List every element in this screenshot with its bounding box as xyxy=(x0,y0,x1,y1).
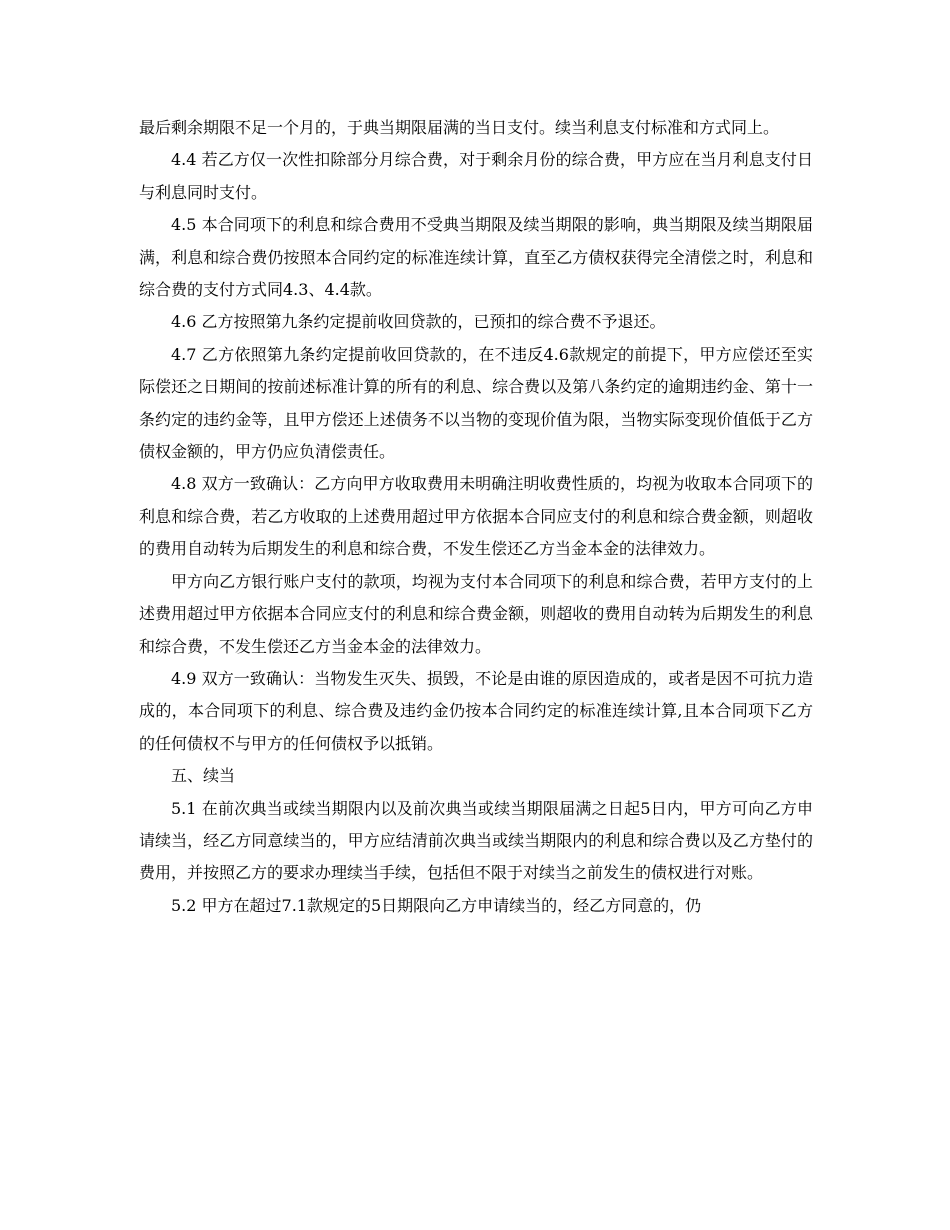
paragraph-continuation: 最后剩余期限不足一个月的，于典当期限届满的当日支付。续当利息支付标准和方式同上。 xyxy=(139,118,780,137)
paragraph-4-4: 4.4 若乙方仅一次性扣除部分月综合费，对于剩余月份的综合费，甲方应在当月利息支付日与利息同时支付。 xyxy=(139,150,813,202)
section-heading-renewal: 五、续当 xyxy=(171,766,236,786)
paragraph-4-7: 4.7 乙方依照第九条约定提前收回贷款的，在不违反4.6款规定的前提下，甲方应偿还至实际偿还之日期间的按前述标准计算的所有的利息、综合费以及第八条约定的逾期违约金、第十一条约定的违约金等，且甲方偿还上述债务不以当物的变现价值为限，当物实际变现价值低于乙方债权金额的，甲方仍应负清偿责任。 xyxy=(139,344,813,462)
paragraph-4-8-continued: 甲方向乙方银行账户支付的款项，均视为支付本合同项下的利息和综合费，若甲方支付的上述费用超过甲方依据本合同应支付的利息和综合费金额，则超收的费用自动转为后期发生的利息和综合费，不发生偿还乙方当金本金的法律效力。 xyxy=(139,571,813,656)
paragraph-4-6: 4.6 乙方按照第九条约定提前收回贷款的，已预扣的综合费不予退还。 xyxy=(171,312,666,332)
paragraph-5-1: 5.1 在前次典当或续当期限内以及前次典当或续当期限届满之日起5日内，甲方可向乙方申请续当，经乙方同意续当的，甲方应结清前次典当或续当期限内的利息和综合费以及乙方垫付的费用，并按照乙方的要求办理续当手续，包括但不限于对续当之前发生的债权进行对账。 xyxy=(139,798,813,883)
paragraph-5-2: 5.2 甲方在超过7.1款规定的5日期限向乙方申请续当的，经乙方同意的，仍 xyxy=(171,895,702,915)
paragraph-4-5: 4.5 本合同项下的利息和综合费用不受典当期限及续当期限的影响，典当期限及续当期限届满，利息和综合费仍按照本合同约定的标准连续计算，直至乙方债权获得完全清偿之时，利息和综合费的支付方式同4.3、4.4款。 xyxy=(139,215,813,300)
paragraph-4-9: 4.9 双方一致确认：当物发生灭失、损毁，不论是由谁的原因造成的，或者是因不可抗力造成的，本合同项下的利息、综合费及违约金仍按本合同约定的标准连续计算,且本合同项下乙方的任何债权不与甲方的任何债权予以抵销。 xyxy=(139,668,813,753)
paragraph-4-8: 4.8 双方一致确认：乙方向甲方收取费用未明确注明收费性质的，均视为收取本合同项下的利息和综合费，若乙方收取的上述费用超过甲方依据本合同应支付的利息和综合费金额，则超收的费用自动转为后期发生的利息和综合费，不发生偿还乙方当金本金的法律效力。 xyxy=(139,474,813,559)
document-body xyxy=(139,112,813,922)
